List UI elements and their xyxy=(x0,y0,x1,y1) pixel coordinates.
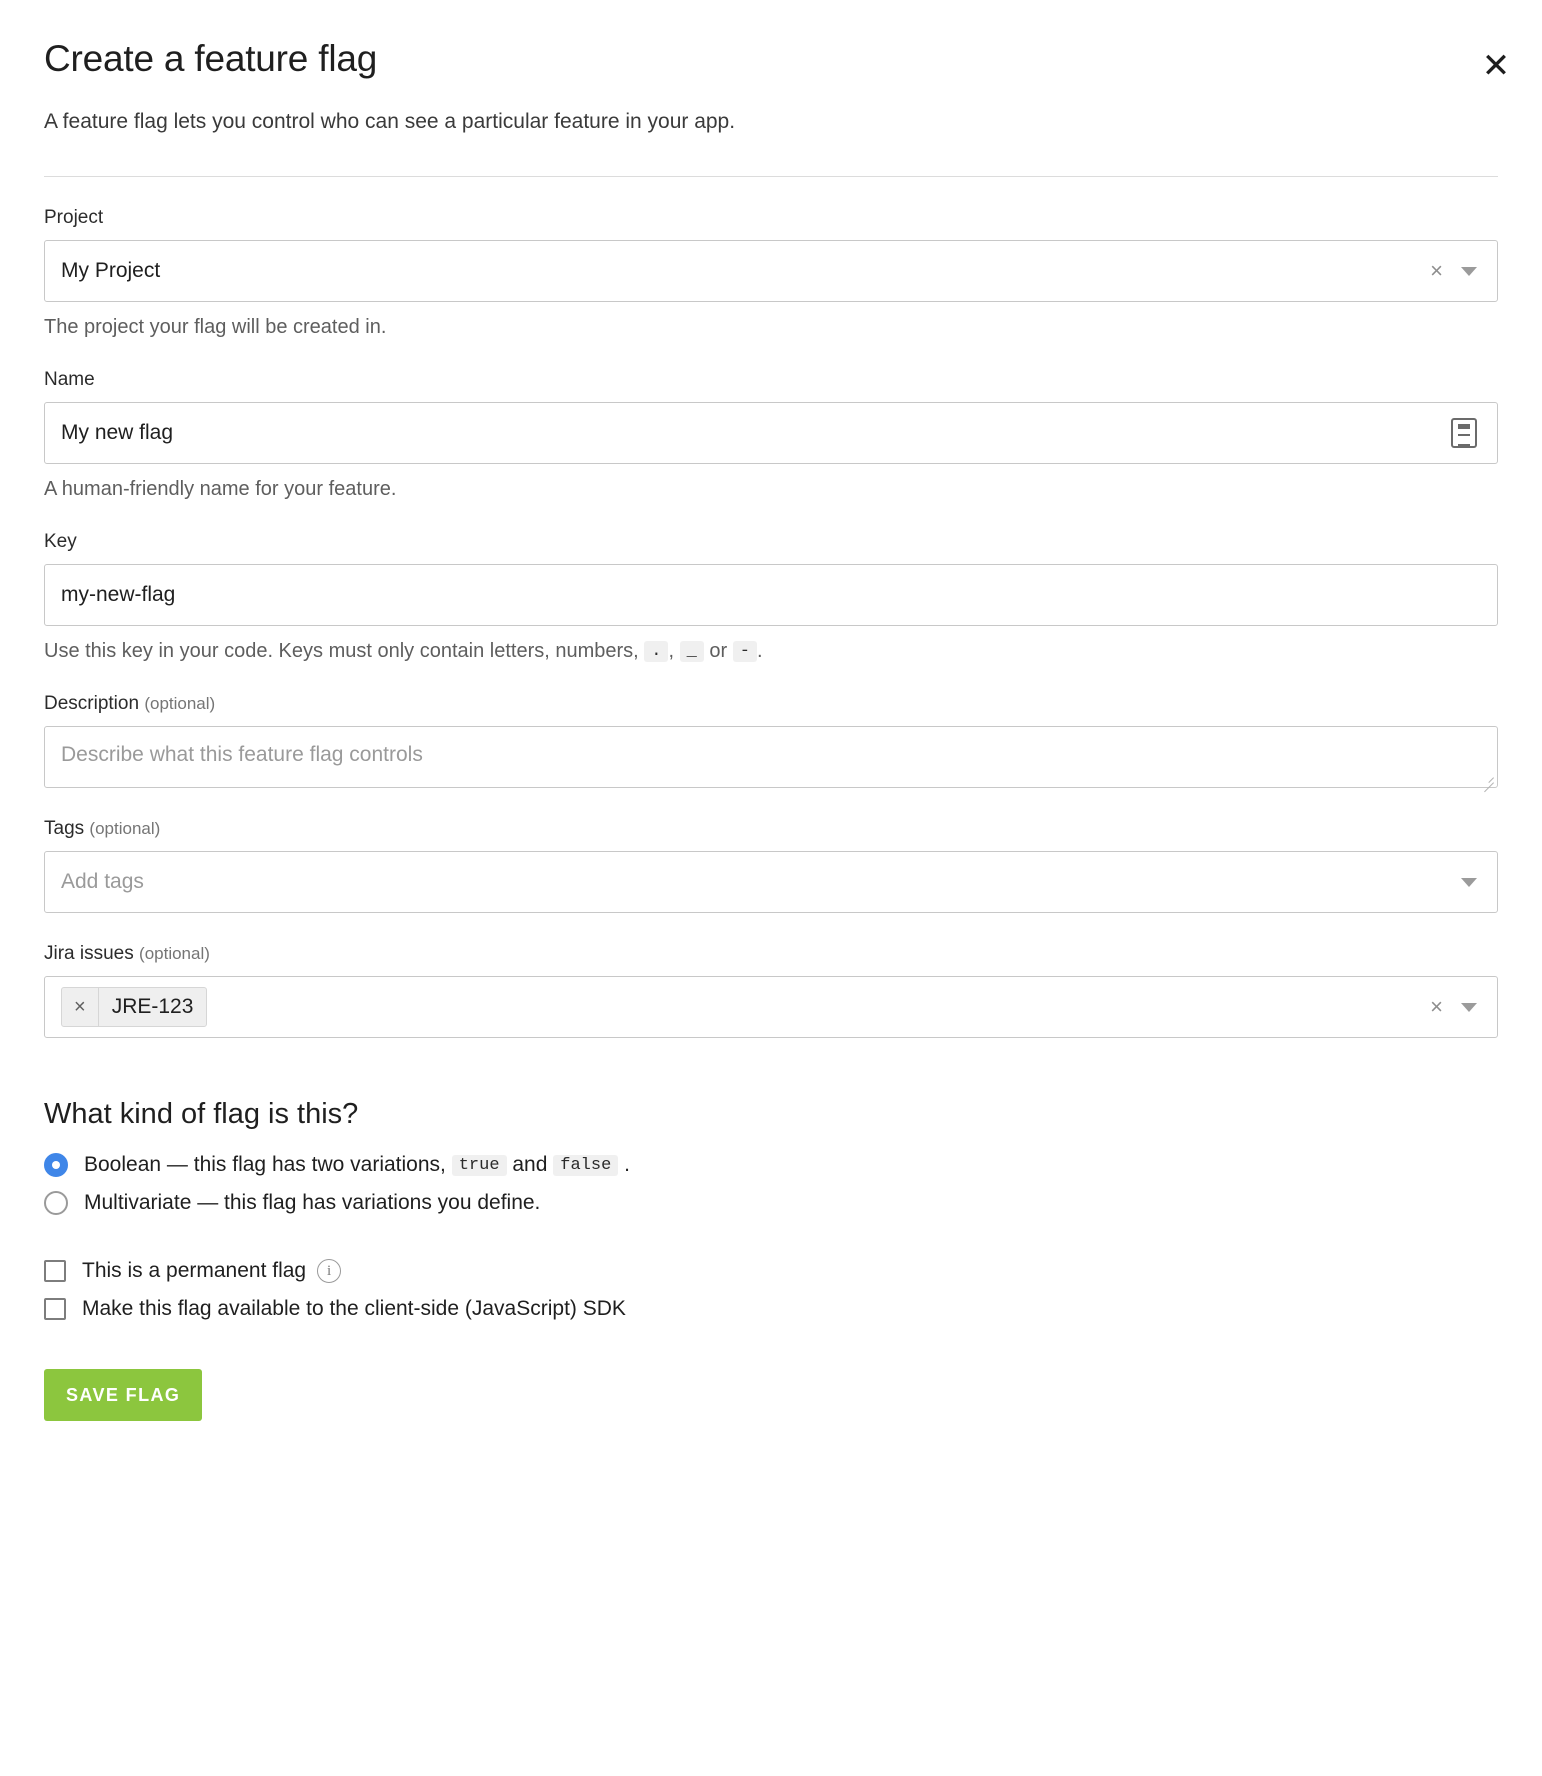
checkbox-permanent-label: This is a permanent flag xyxy=(82,1259,307,1282)
tags-label xyxy=(44,818,1498,840)
radio-multivariate-label: Multivariate — this flag has variations you define. xyxy=(84,1191,541,1214)
info-icon[interactable]: i xyxy=(317,1259,341,1283)
options-group xyxy=(44,1259,1498,1321)
description-optional: (optional) xyxy=(144,694,216,713)
clear-icon[interactable]: × xyxy=(1430,994,1443,1019)
key-chip-underscore: _ xyxy=(680,641,704,662)
radio-multivariate-indicator[interactable] xyxy=(44,1191,68,1215)
jira-label xyxy=(44,943,1498,965)
tags-placeholder: Add tags xyxy=(61,870,144,893)
description-placeholder: Describe what this feature flag controls xyxy=(61,743,423,766)
checkbox-permanent-indicator[interactable] xyxy=(44,1260,66,1282)
description-label xyxy=(44,693,1498,715)
description-field xyxy=(44,693,1498,788)
project-field xyxy=(44,207,1498,339)
page-title: Create a feature flag xyxy=(44,38,378,79)
name-label: Name xyxy=(44,369,95,390)
tags-label-text: Tags xyxy=(44,818,85,839)
radio-boolean-label xyxy=(84,1153,630,1177)
token-remove-icon[interactable]: × xyxy=(62,988,99,1026)
key-help-end: . xyxy=(756,640,763,662)
key-value: my-new-flag xyxy=(61,583,176,606)
tags-field xyxy=(44,818,1498,913)
key-input[interactable] xyxy=(44,564,1498,626)
jira-issues-field xyxy=(44,943,1498,1038)
key-sep-1: , xyxy=(668,640,675,662)
checkbox-permanent-flag[interactable] xyxy=(44,1259,1498,1283)
tags-controls xyxy=(1461,878,1481,887)
jira-optional: (optional) xyxy=(139,944,210,963)
key-help-text: Use this key in your code. Keys must only contain letters, numbers, xyxy=(44,640,639,662)
key-field xyxy=(44,531,1498,663)
name-value: My new flag xyxy=(61,421,174,444)
jira-label-text: Jira issues xyxy=(44,943,134,964)
name-controls xyxy=(1451,418,1481,448)
jira-select[interactable] xyxy=(44,976,1498,1038)
jira-controls xyxy=(1430,996,1481,1018)
radio-boolean[interactable] xyxy=(44,1153,1498,1177)
name-field xyxy=(44,369,1498,501)
project-select[interactable] xyxy=(44,240,1498,302)
key-chip-dot: . xyxy=(644,641,668,662)
description-label-text: Description xyxy=(44,693,140,714)
close-icon[interactable]: ✕ xyxy=(1474,44,1518,88)
boolean-and: and xyxy=(512,1153,548,1176)
project-value: My Project xyxy=(61,259,161,282)
radio-multivariate[interactable] xyxy=(44,1191,1498,1215)
dialog-subtitle: A feature flag lets you control who can see a particular feature in your app. xyxy=(44,110,736,133)
tags-select[interactable] xyxy=(44,851,1498,913)
project-help: The project your flag will be created in. xyxy=(44,316,387,338)
radio-boolean-indicator[interactable] xyxy=(44,1153,68,1177)
name-input[interactable] xyxy=(44,402,1498,464)
header-divider xyxy=(44,176,1498,177)
key-chip-dash: - xyxy=(733,641,757,662)
chevron-down-icon[interactable] xyxy=(1461,1003,1477,1012)
key-help xyxy=(44,640,1498,663)
key-sep-2: or xyxy=(709,640,728,662)
checkbox-client-side-label: Make this flag available to the client-side (JavaScript) SDK xyxy=(82,1297,626,1320)
save-flag-button[interactable]: SAVE FLAG xyxy=(44,1369,202,1421)
flag-kind-heading: What kind of flag is this? xyxy=(44,1098,359,1130)
description-textarea[interactable] xyxy=(44,726,1498,788)
jira-token[interactable] xyxy=(61,987,207,1027)
key-label: Key xyxy=(44,531,77,552)
chip-true: true xyxy=(452,1155,507,1176)
boolean-text-after: . xyxy=(624,1153,630,1176)
chevron-down-icon[interactable] xyxy=(1461,267,1477,276)
id-card-icon xyxy=(1451,418,1477,448)
checkbox-client-side-sdk[interactable] xyxy=(44,1297,1498,1321)
name-help: A human-friendly name for your feature. xyxy=(44,478,397,500)
checkbox-client-side-indicator[interactable] xyxy=(44,1298,66,1320)
token-label: JRE-123 xyxy=(111,995,194,1018)
project-controls xyxy=(1430,260,1481,282)
tags-optional: (optional) xyxy=(89,819,161,838)
chevron-down-icon[interactable] xyxy=(1461,878,1477,887)
project-label: Project xyxy=(44,207,104,228)
resize-handle-icon[interactable] xyxy=(1482,772,1494,784)
clear-icon[interactable]: × xyxy=(1430,258,1443,283)
chip-false: false xyxy=(553,1155,618,1176)
create-feature-flag-dialog xyxy=(0,38,1542,1776)
boolean-text-before: Boolean — this flag has two variations, xyxy=(84,1153,446,1176)
